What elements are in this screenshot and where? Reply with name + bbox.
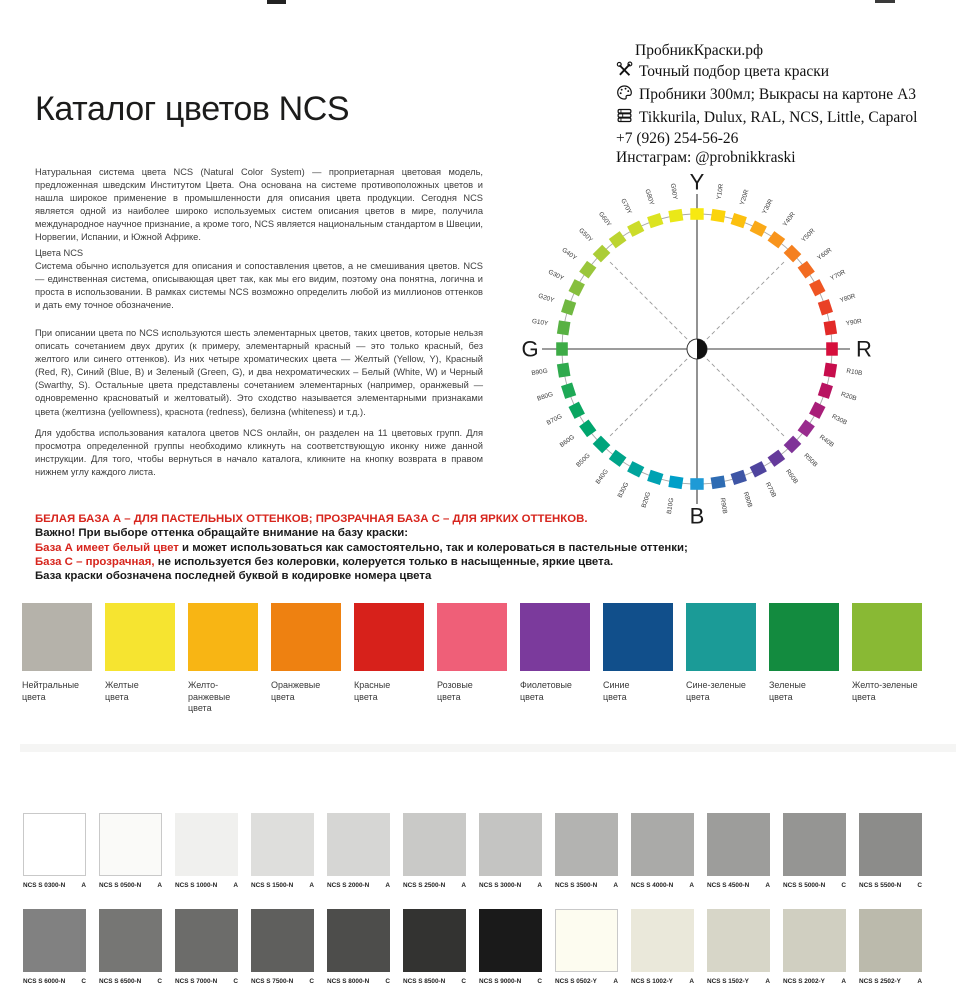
base-letter: A xyxy=(461,882,466,889)
wheel-label-G80Y: G80Y xyxy=(643,188,656,207)
ncs-swatch-cell xyxy=(555,813,618,889)
wheel-label-R70B: R70B xyxy=(763,481,778,499)
base-letter: A xyxy=(309,882,314,889)
wheel-swatch-Y20R xyxy=(731,213,747,228)
color-group-label: Оранжевые цвета xyxy=(271,680,321,702)
wheel-swatch-Y xyxy=(690,208,703,220)
ncs-swatch-label xyxy=(99,978,162,985)
ncs-code: NCS S 8500-N xyxy=(403,978,446,985)
color-group-swatch[interactable] xyxy=(852,603,922,671)
color-group-swatch[interactable] xyxy=(603,603,673,671)
wheel-swatch-B xyxy=(690,478,703,490)
ncs-swatch xyxy=(175,909,238,972)
color-group-swatch[interactable] xyxy=(769,603,839,671)
wheel-swatch-G40Y xyxy=(579,261,596,279)
ncs-swatch-cell xyxy=(251,909,314,985)
wheel-label-Y40R: Y40R xyxy=(781,210,797,229)
base-letter: C xyxy=(233,978,238,985)
ncs-code: NCS S 7000-N xyxy=(175,978,218,985)
base-letter: C xyxy=(537,978,542,985)
base-letter: A xyxy=(537,882,542,889)
ncs-swatch xyxy=(479,909,542,972)
wheel-label-Y30R: Y30R xyxy=(761,197,775,216)
wheel-label-G50Y: G50Y xyxy=(577,227,594,244)
ncs-swatch-cell xyxy=(631,813,694,889)
color-group-label: Розовые цвета xyxy=(437,680,473,702)
base-letter: C xyxy=(841,882,846,889)
ncs-swatch-label xyxy=(555,882,618,889)
base-important-line: Важно! При выборе оттенка обращайте внимание на базу краски: xyxy=(35,527,409,540)
wheel-label-B50G: B50G xyxy=(575,452,592,469)
color-group-swatch[interactable] xyxy=(105,603,175,671)
ncs-swatch-label xyxy=(631,978,694,985)
tools-icon xyxy=(616,61,633,83)
wheel-swatch-G60Y xyxy=(609,231,627,248)
ncs-swatch xyxy=(555,909,618,972)
wheel-swatch-B20G xyxy=(647,470,663,485)
wheel-swatch-R80B xyxy=(731,470,747,485)
color-group-tile[interactable] xyxy=(437,603,507,715)
ncs-swatch xyxy=(99,909,162,972)
ncs-swatch-label xyxy=(175,978,238,985)
ncs-swatch-label xyxy=(327,882,390,889)
base-letter: A xyxy=(613,882,618,889)
intro-paragraph-3: При описании цвета по NCS используются шесть элементарных цветов, таких цветов, которые нельзя описать сочетанием двух других (к примеру, элементарный красный — это только красный, без желтого или синего оттенков). Из них четыре хроматических цвета — Желтый (Yellow, Y), Красный (Red, R), Синий (Blue, B) и Зеленый (Green, G), и два нехроматических – Белый (White, W) и Черный (Swarthy, S). Остальные цвета представлены сочетанием элементарных (например, оранжевый — одновременно красноватый и желтоватый). Это сходство называется элементарными признаками цвета (желтизна (yellowness), краснота (redness), белизна (whiteness) и т.д.). xyxy=(35,328,483,417)
base-letter: A xyxy=(613,978,618,985)
base-letter: C xyxy=(385,978,390,985)
ncs-swatch-label xyxy=(859,978,922,985)
ncs-swatch-label xyxy=(479,882,542,889)
wheel-swatch-B90G xyxy=(557,363,571,378)
wheel-label-Y90R: Y90R xyxy=(845,317,863,328)
color-group-label: Желто-зеленые цвета xyxy=(852,680,918,702)
ncs-swatch xyxy=(327,813,390,876)
ncs-code: NCS S 9000-N xyxy=(479,978,522,985)
base-info-block xyxy=(35,512,775,583)
ncs-swatch-label xyxy=(23,978,86,985)
wheel-label-Y10R: Y10R xyxy=(715,183,726,201)
color-group-label: Синие цвета xyxy=(603,680,630,702)
ncs-swatch-label xyxy=(175,882,238,889)
ncs-swatch-cell xyxy=(327,813,390,889)
palette-icon xyxy=(616,84,633,106)
wheel-label-R50B: R50B xyxy=(802,452,819,469)
base-letter: C xyxy=(461,978,466,985)
ncs-swatch-cell xyxy=(783,813,846,889)
wheel-label-R80B: R80B xyxy=(741,491,754,509)
ncs-code: NCS S 6000-N xyxy=(23,978,66,985)
ncs-swatch xyxy=(783,909,846,972)
wheel-label-B80G: B80G xyxy=(536,390,555,403)
wheel-label-B40G: B40G xyxy=(594,468,610,486)
wheel-swatch-R70B xyxy=(750,461,767,477)
base-letter: A xyxy=(765,978,770,985)
wheel-label-G40Y: G40Y xyxy=(560,246,578,262)
ncs-swatch-cell xyxy=(555,909,618,985)
wheel-swatch-R90B xyxy=(711,476,726,490)
neutral-swatch-row-1 xyxy=(23,813,922,889)
base-letter: A xyxy=(385,882,390,889)
ncs-swatch-cell xyxy=(175,909,238,985)
divider-band xyxy=(20,744,956,752)
wheel-label-G60Y: G60Y xyxy=(597,210,613,229)
wheel-letter-G: G xyxy=(521,336,539,362)
ncs-swatch-label xyxy=(479,978,542,985)
ncs-swatch-label xyxy=(859,882,922,889)
wheel-swatch-B40G xyxy=(609,450,627,467)
ncs-code: NCS S 2502-Y xyxy=(859,978,901,985)
ncs-swatch-label xyxy=(23,882,86,889)
color-group-tile[interactable] xyxy=(188,603,258,715)
color-group-label: Сине-зеленые цвета xyxy=(686,680,746,702)
color-group-tile[interactable] xyxy=(105,603,175,715)
ncs-swatch-cell xyxy=(479,909,542,985)
wheel-swatch-Y60R xyxy=(798,261,815,279)
wheel-swatch-B60G xyxy=(579,420,596,438)
base-letter: A xyxy=(157,882,162,889)
wheel-swatch-Y90R xyxy=(824,320,838,335)
color-group-swatch[interactable] xyxy=(686,603,756,671)
wheel-swatch-R20B xyxy=(818,383,833,399)
ncs-swatch-label xyxy=(403,978,466,985)
color-group-label: Зеленые цвета xyxy=(769,680,806,702)
color-group-tile[interactable] xyxy=(769,603,839,715)
service-text: Пробники 300мл; Выкрасы на картоне А3 xyxy=(639,86,917,103)
wheel-letter-B: B xyxy=(689,503,705,529)
wheel-letter-Y: Y xyxy=(689,169,705,195)
color-group-tile[interactable] xyxy=(686,603,756,715)
ncs-swatch-cell xyxy=(631,909,694,985)
ncs-swatch-cell xyxy=(251,813,314,889)
ncs-swatch-label xyxy=(631,882,694,889)
wheel-label-B30G: B30G xyxy=(616,481,631,500)
ncs-swatch-cell xyxy=(175,813,238,889)
ncs-swatch xyxy=(707,909,770,972)
ncs-swatch-label xyxy=(251,882,314,889)
ncs-swatch xyxy=(327,909,390,972)
wheel-swatch-B30G xyxy=(627,461,644,477)
ncs-swatch-cell xyxy=(23,909,86,985)
wheel-label-B90G: B90G xyxy=(530,367,549,378)
base-letter: C xyxy=(309,978,314,985)
wheel-swatch-G10Y xyxy=(557,320,571,335)
wheel-swatch-R30B xyxy=(809,402,825,419)
wheel-label-B10G: B10G xyxy=(665,497,676,515)
wheel-label-B60G: B60G xyxy=(558,433,577,449)
base-letter: C xyxy=(917,882,922,889)
color-group-swatch[interactable] xyxy=(437,603,507,671)
ncs-swatch xyxy=(783,813,846,876)
colors-ncs-heading: Цвета NCS xyxy=(35,248,84,258)
color-group-swatch[interactable] xyxy=(520,603,590,671)
base-headline: БЕЛАЯ БАЗА А – ДЛЯ ПАСТЕЛЬНЫХ ОТТЕНКОВ; ПРОЗРАЧНАЯ БАЗА С – ДЛЯ ЯРКИХ ОТТЕНКОВ. xyxy=(35,513,588,525)
cut-off-toolbar-icon xyxy=(267,0,286,4)
ncs-swatch-label xyxy=(555,978,618,985)
ncs-swatch-cell xyxy=(859,909,922,985)
wheel-label-B70G: B70G xyxy=(545,413,564,427)
ncs-swatch-cell xyxy=(403,909,466,985)
ncs-color-wheel xyxy=(500,158,892,550)
ncs-swatch-cell xyxy=(783,909,846,985)
contact-block xyxy=(616,42,976,168)
intro-paragraph-2: Система обычно используется для описания и сопоставления цветов, а не смешивания цветов. NCS — единственная система, описывающая цвет так, как мы его видим, поэтому она понятна, логична и проста в использовании. В рамках системы NCS возможно определить любой из миллионов оттенков и дать ему точное обозначение. xyxy=(35,261,483,311)
color-group-swatch[interactable] xyxy=(271,603,341,671)
ncs-code: NCS S 2500-N xyxy=(403,882,446,889)
ncs-code: NCS S 4500-N xyxy=(707,882,750,889)
color-group-tile[interactable] xyxy=(520,603,590,715)
ncs-code: NCS S 5000-N xyxy=(783,882,826,889)
wheel-swatch-Y10R xyxy=(711,209,726,223)
color-group-tile[interactable] xyxy=(354,603,424,715)
ncs-swatch-cell xyxy=(99,813,162,889)
ncs-swatch-label xyxy=(99,882,162,889)
ncs-swatch-cell xyxy=(327,909,390,985)
ncs-code: NCS S 1500-N xyxy=(251,882,294,889)
color-group-tile[interactable] xyxy=(271,603,341,715)
base-letter: A xyxy=(765,882,770,889)
phone-number: +7 (926) 254-56-26 xyxy=(616,130,739,147)
wheel-label-R20B: R20B xyxy=(839,390,858,403)
wheel-label-Y60R: Y60R xyxy=(816,246,834,262)
color-group-swatch[interactable] xyxy=(354,603,424,671)
ncs-swatch xyxy=(175,813,238,876)
instagram-handle: Инстаграм: @probnikkraski xyxy=(616,149,796,166)
color-group-tile[interactable] xyxy=(852,603,922,715)
wheel-label-R30B: R30B xyxy=(830,413,849,427)
color-group-swatch[interactable] xyxy=(188,603,258,671)
color-group-label: Фиолетовые цвета xyxy=(520,680,572,702)
wheel-swatch-G70Y xyxy=(627,221,644,237)
ncs-swatch-label xyxy=(707,882,770,889)
color-group-label: Нейтральные цвета xyxy=(22,680,80,702)
base-c-red-part: База С – прозрачная, xyxy=(35,555,155,568)
wheel-swatch-Y40R xyxy=(768,231,786,248)
ncs-code: NCS S 8000-N xyxy=(327,978,370,985)
wheel-swatch-R60B xyxy=(768,450,786,467)
wheel-label-R10B: R10B xyxy=(845,367,863,378)
base-letter: C xyxy=(157,978,162,985)
ncs-swatch-cell xyxy=(99,909,162,985)
wheel-label-R90B: R90B xyxy=(718,497,729,515)
ncs-code: NCS S 2000-N xyxy=(327,882,370,889)
ncs-swatch-label xyxy=(707,978,770,985)
ncs-swatch xyxy=(251,909,314,972)
wheel-swatch-Y30R xyxy=(750,221,767,237)
ncs-code: NCS S 3000-N xyxy=(479,882,522,889)
ncs-swatch-label xyxy=(251,978,314,985)
ncs-code: NCS S 3500-N xyxy=(555,882,598,889)
ncs-swatch-label xyxy=(783,978,846,985)
ncs-swatch xyxy=(251,813,314,876)
ncs-swatch xyxy=(99,813,162,876)
base-last-line: База краски обозначена последней буквой в кодировке номера цвета xyxy=(35,570,432,583)
service-line xyxy=(616,84,976,106)
wheel-swatch-G30Y xyxy=(569,279,585,296)
wheel-letter-R: R xyxy=(856,336,872,362)
base-letter: A xyxy=(917,978,922,985)
ncs-swatch xyxy=(859,813,922,876)
base-letter: A xyxy=(841,978,846,985)
ncs-swatch xyxy=(479,813,542,876)
ncs-code: NCS S 0300-N xyxy=(23,882,66,889)
service-line xyxy=(616,107,976,129)
base-letter: A xyxy=(689,882,694,889)
ncs-swatch-label xyxy=(403,882,466,889)
base-c-line xyxy=(35,555,775,569)
service-text: Точный подбор цвета краски xyxy=(639,63,830,80)
wheel-label-Y50R: Y50R xyxy=(800,227,817,244)
ncs-swatch xyxy=(631,909,694,972)
base-a-red-part: База А имеет белый цвет xyxy=(35,541,179,554)
color-group-swatch[interactable] xyxy=(22,603,92,671)
base-a-line xyxy=(35,541,775,555)
wheel-label-Y20R: Y20R xyxy=(738,188,751,207)
wheel-swatch-Y70R xyxy=(809,279,825,296)
cut-off-toolbar-icon xyxy=(875,0,895,3)
ncs-swatch xyxy=(631,813,694,876)
books-icon xyxy=(616,107,633,129)
ncs-code: NCS S 4000-N xyxy=(631,882,674,889)
wheel-label-G30Y: G30Y xyxy=(546,268,565,283)
neutral-swatch-row-2 xyxy=(23,909,922,985)
wheel-label-G70Y: G70Y xyxy=(619,197,633,216)
ncs-swatch-cell xyxy=(403,813,466,889)
ncs-code: NCS S 0502-Y xyxy=(555,978,597,985)
wheel-label-R40B: R40B xyxy=(817,433,836,449)
wheel-swatch-G90Y xyxy=(668,209,683,223)
wheel-swatch-B70G xyxy=(569,402,585,419)
ncs-swatch xyxy=(403,909,466,972)
ncs-swatch xyxy=(23,909,86,972)
wheel-swatch-B80G xyxy=(561,383,576,399)
color-group-tile[interactable] xyxy=(603,603,673,715)
ncs-code: NCS S 1502-Y xyxy=(707,978,749,985)
wheel-swatch-R xyxy=(826,342,838,355)
wheel-label-Y80R: Y80R xyxy=(839,292,857,305)
ncs-swatch-cell xyxy=(859,813,922,889)
service-line xyxy=(616,61,976,83)
ncs-swatch xyxy=(555,813,618,876)
color-group-row xyxy=(22,603,922,715)
ncs-swatch xyxy=(403,813,466,876)
wheel-label-R60B: R60B xyxy=(784,468,800,486)
ncs-swatch-cell xyxy=(707,909,770,985)
base-letter: A xyxy=(81,882,86,889)
wheel-swatch-R40B xyxy=(798,420,815,438)
base-letter: A xyxy=(233,882,238,889)
ncs-code: NCS S 7500-N xyxy=(251,978,294,985)
intro-paragraph-4: Для удобства использования каталога цветов NCS онлайн, он разделен на 11 цветовых групп. Для просмотра определенной группы необходимо кликнуть на соответствующую иконку ниже данной инструкции. Для того, чтобы вернуться в начало каталога, кликните на кнопку возврата в правом нижнем углу каждого листа. xyxy=(35,428,483,478)
base-c-rest: не используется без колеровки, колеруется только в насыщенные, яркие цвета. xyxy=(154,555,614,568)
ncs-swatch-label xyxy=(327,978,390,985)
wheel-label-G10Y: G10Y xyxy=(531,317,549,328)
wheel-swatch-G xyxy=(556,342,568,355)
intro-paragraph-1: Натуральная система цвета NCS (Natural Color System) — проприетарная цветовая модель, предложенная шведским Институтом Цвета. Она основана на системе противоположных цветов и нашла широкое применение в промышленности для описания цвета продукции. Сегодня NCS является одной из наиболее широко используемых систем описания цветов в мире, получила международное научное признание, а кроме того, NCS является национальным стандартом в Швеции, Норвегии, Испании, и Южной Африке. xyxy=(35,167,483,243)
service-text: Tikkurila, Dulux, RAL, NCS, Little, Caparol xyxy=(639,109,918,126)
wheel-label-G20Y: G20Y xyxy=(537,292,555,305)
ncs-code: NCS S 2002-Y xyxy=(783,978,825,985)
ncs-code: NCS S 5500-N xyxy=(859,882,902,889)
wheel-swatch-G20Y xyxy=(561,299,576,315)
ncs-swatch-cell xyxy=(707,813,770,889)
page-title: Каталог цветов NCS xyxy=(35,90,350,128)
color-group-label: Желтые цвета xyxy=(105,680,139,702)
wheel-swatch-R10B xyxy=(824,363,838,378)
wheel-label-G90Y: G90Y xyxy=(668,182,679,201)
color-group-label: Красные цвета xyxy=(354,680,391,702)
site-name: ПробникКраски.рф xyxy=(635,42,764,59)
ncs-swatch-label xyxy=(783,882,846,889)
ncs-swatch xyxy=(23,813,86,876)
wheel-label-B20G: B20G xyxy=(640,491,653,509)
ncs-swatch-cell xyxy=(23,813,86,889)
ncs-code: NCS S 6500-N xyxy=(99,978,142,985)
color-group-label: Желто-ранжевые цвета xyxy=(188,680,231,713)
ncs-swatch-cell xyxy=(479,813,542,889)
wheel-swatch-G80Y xyxy=(647,213,663,228)
ncs-code: NCS S 1002-Y xyxy=(631,978,673,985)
base-letter: A xyxy=(689,978,694,985)
wheel-swatch-Y80R xyxy=(818,299,833,315)
wheel-swatch-B10G xyxy=(668,476,683,490)
wheel-label-Y70R: Y70R xyxy=(829,268,847,283)
base-letter: C xyxy=(81,978,86,985)
ncs-code: NCS S 0500-N xyxy=(99,882,142,889)
ncs-swatch xyxy=(859,909,922,972)
base-a-rest: и может использоваться как самостоятельно, так и колероваться в пастельные оттенки; xyxy=(178,541,688,554)
ncs-code: NCS S 1000-N xyxy=(175,882,218,889)
color-group-tile[interactable] xyxy=(22,603,92,715)
ncs-swatch xyxy=(707,813,770,876)
